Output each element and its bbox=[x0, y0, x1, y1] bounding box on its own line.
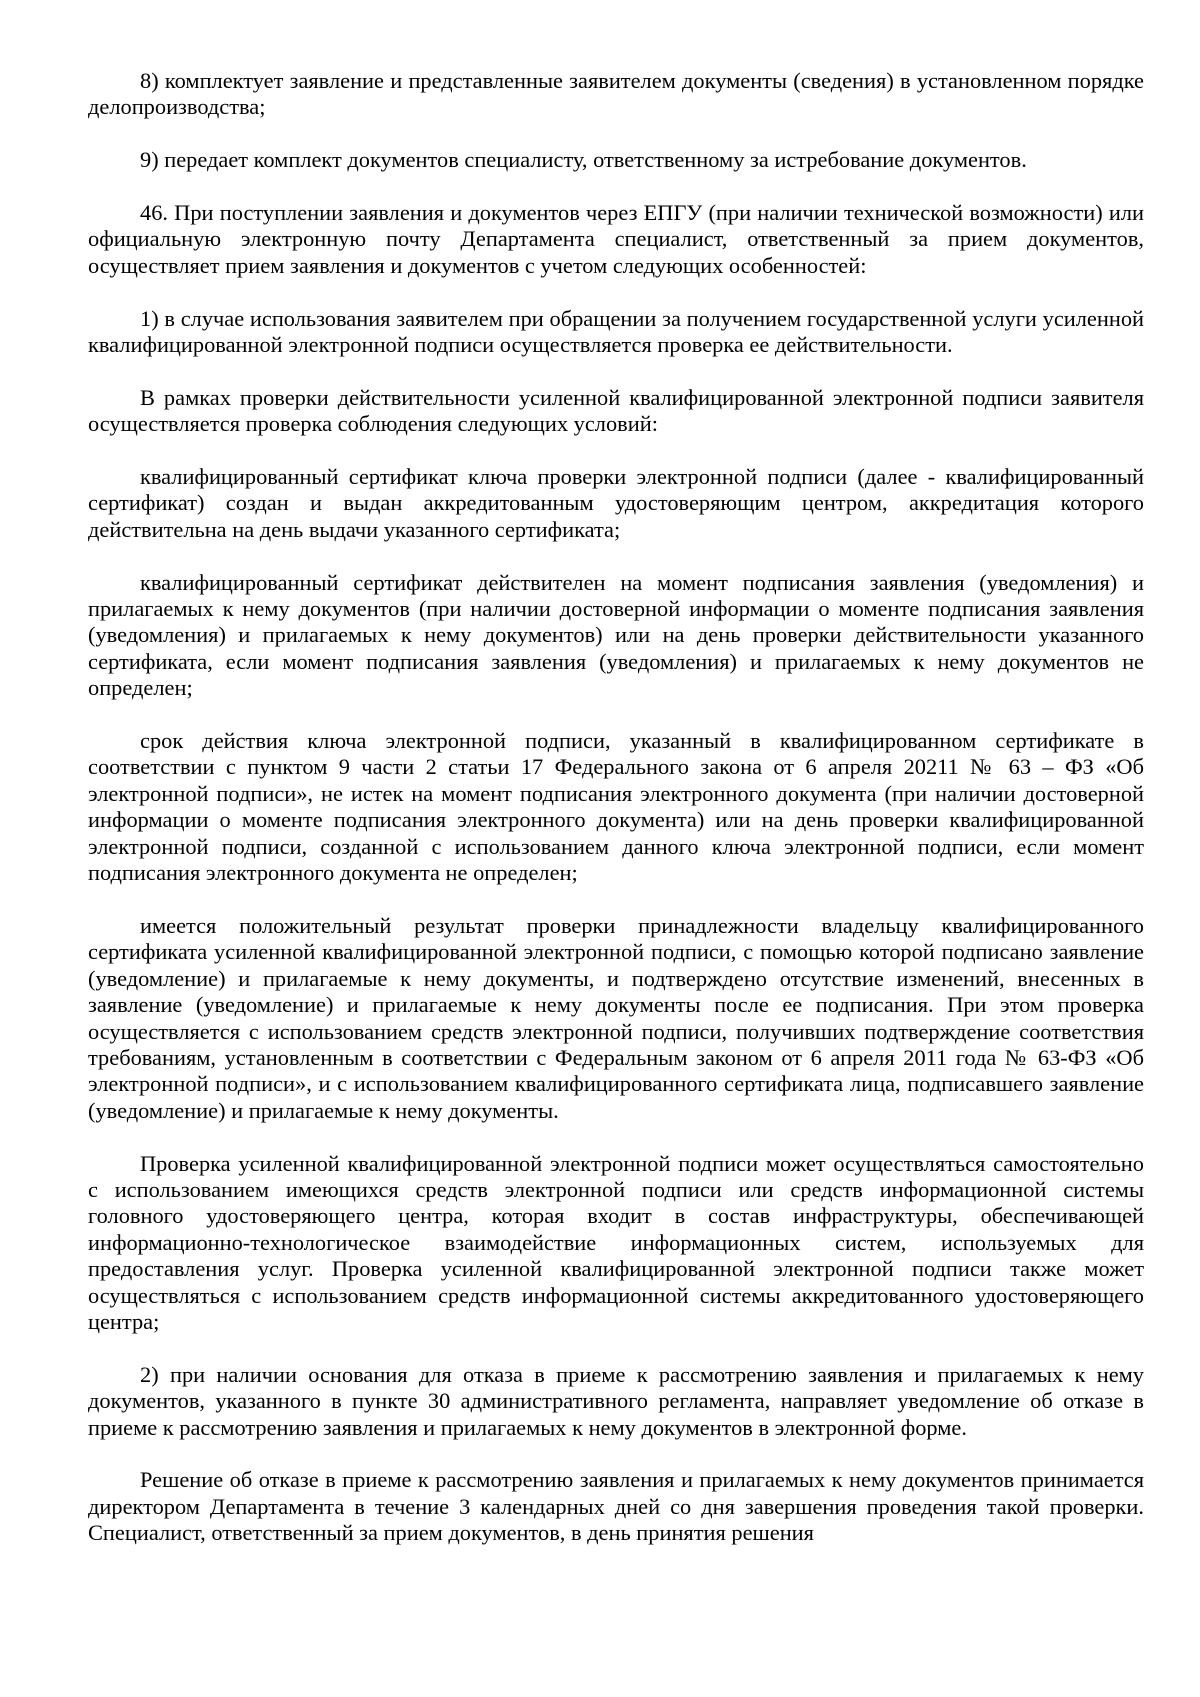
paragraph-item-9: 9) передает комплект документов специалисту, ответственному за истребование документов. bbox=[140, 147, 1027, 173]
paragraph-verification-conditions: В рамках проверки действительности усиленной квалифицированной электронной подписи заявителя осуществляется проверка соблюдения следующих условий: bbox=[88, 384, 1144, 437]
paragraph-condition-certificate-issued: квалифицированный сертификат ключа проверки электронной подписи (далее - квалифицированный сертификат) создан и выдан аккредитованным удостоверяющим центром, аккредитация которого действительна на день выдачи указанного сертификата; bbox=[88, 464, 1144, 542]
paragraph-subitem-2: 2) при наличии основания для отказа в приеме к рассмотрению заявления и прилагаемых к нему документов, указанного в пункте 30 административного регламента, направляет уведомление об отказе в приеме к рассмотрению заявления и прилагаемых к нему документов в электронной форме. bbox=[88, 1361, 1144, 1440]
document-page bbox=[88, 68, 1144, 1547]
paragraph-condition-key-validity: срок действия ключа электронной подписи, указанный в квалифицированном сертификате в соответствии с пунктом 9 части 2 статьи 17 Федерального закона от 6 апреля 20211 № 63 – ФЗ «Об электронной подписи», не истек на момент подписания электронного документа (при наличии достоверной информации о моменте подписания электронного документа) или на день проверки квалифицированной электронной подписи, созданной с использованием данного ключа электронной подписи, если момент подписания электронного документа не определен; bbox=[88, 728, 1144, 886]
paragraph-condition-ownership-check: имеется положительный результат проверки принадлежности владельцу квалифицированного сертификата усиленной квалифицированной электронной подписи, с помощью которой подписано заявление (уведомление) и прилагаемые к нему документы, и подтверждено отсутствие изменений, внесенных в заявление (уведомление) и прилагаемые к нему документы после ее подписания. При этом проверка осуществляется с использованием средств электронной подписи, получивших подтверждение соответствия требованиям, установленным в соответствии с Федеральным законом от 6 апреля 2011 года № 63-ФЗ «Об электронной подписи», и с использованием квалифицированного сертификата лица, подписавшего заявление (уведомление) и прилагаемые к нему документы. bbox=[88, 912, 1144, 1123]
paragraph-condition-certificate-valid: квалифицированный сертификат действителен на момент подписания заявления (уведомления) и прилагаемых к нему документов (при наличии достоверной информации о моменте подписания заявления (уведомления) и прилагаемых к нему документов) или на день проверки действительности указанного сертификата, если момент подписания заявления (уведомления) и прилагаемых к нему документов не определен; bbox=[88, 569, 1144, 701]
paragraph-clause-46: 46. При поступлении заявления и документов через ЕПГУ (при наличии технической возможности) или официальную электронную почту Департамента специалист, ответственный за прием документов, осуществляет прием заявления и документов с учетом следующих особенностей: bbox=[88, 200, 1144, 278]
paragraph-signature-check-methods: Проверка усиленной квалифицированной электронной подписи может осуществляться самостоятельно с использованием имеющихся средств электронной подписи или средств информационной системы головного удостоверяющего центра, которая входит в состав инфраструктуры, обеспечивающей информационно-технологическое взаимодействие информационных систем, используемых для предоставления услуг. Проверка усиленной квалифицированной электронной подписи также может осуществляться с использованием средств информационной системы аккредитованного удостоверяющего центра; bbox=[88, 1150, 1144, 1334]
paragraph-refusal-decision: Решение об отказе в приеме к рассмотрению заявления и прилагаемых к нему документов принимается директором Департамента в течение 3 календарных дней со дня завершения проведения такой проверки. Специалист, ответственный за прием документов, в день принятия решения bbox=[88, 1467, 1144, 1546]
paragraph-subitem-1: 1) в случае использования заявителем при обращении за получением государственной услуги усиленной квалифицированной электронной подписи осуществляется проверка ее действительности. bbox=[88, 305, 1144, 358]
paragraph-item-8: 8) комплектует заявление и представленные заявителем документы (сведения) в установленном порядке делопроизводства; bbox=[88, 68, 1144, 120]
